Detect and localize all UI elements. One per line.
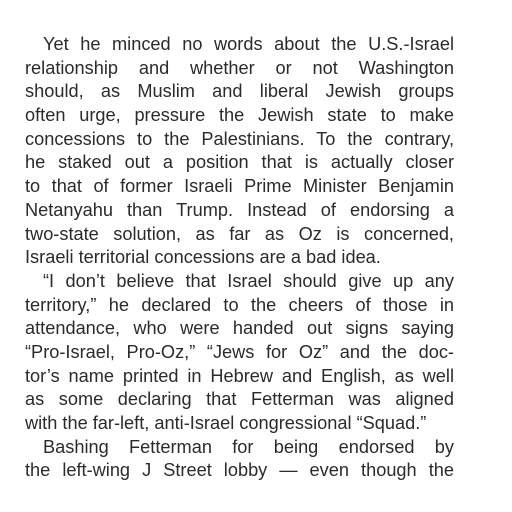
text-line: concessions to the Palestinians. To the contrary, xyxy=(25,128,454,149)
text-line: territory,” he declared to the cheers of those in xyxy=(25,294,454,315)
text-line: tor’s name printed in Hebrew and English, as well xyxy=(25,365,454,386)
text-line: Netanyahu than Trump. Instead of endorsing a xyxy=(25,199,454,220)
text-line: often urge, pressure the Jewish state to make xyxy=(25,105,454,126)
paragraph-2 xyxy=(7,270,454,436)
text-line: “I don’t believe that Israel should give up any xyxy=(43,270,454,291)
text-line: to that of former Israeli Prime Minister Benjamin xyxy=(25,176,454,197)
text-line: with the far-left, anti-Israel congressional “Squad.” xyxy=(25,413,427,433)
text-line: attendance, who were handed out signs saying xyxy=(25,318,454,339)
paragraph-3 xyxy=(7,436,454,483)
text-line: Israeli territorial concessions are a bad idea. xyxy=(25,247,381,268)
text-line: the left-wing J Street lobby — even though the xyxy=(25,460,454,481)
text-line: Bashing Fetterman for being endorsed by xyxy=(43,436,454,457)
text-line: Yet he minced no words about the U.S.-Israel xyxy=(43,34,454,54)
text-line: two-state solution, as far as Oz is concerned, xyxy=(25,223,454,244)
paragraph-1 xyxy=(7,33,454,270)
text-line: he staked out a position that is actually closer xyxy=(25,152,454,173)
article-body xyxy=(7,33,454,483)
text-line: should, as Muslim and liberal Jewish groups xyxy=(25,81,454,102)
text-line: relationship and whether or not Washington xyxy=(25,57,454,78)
text-line: “Pro-Israel, Pro-Oz,” “Jews for Oz” and the doc- xyxy=(25,341,454,362)
text-line: as some declaring that Fetterman was aligned xyxy=(25,389,454,410)
